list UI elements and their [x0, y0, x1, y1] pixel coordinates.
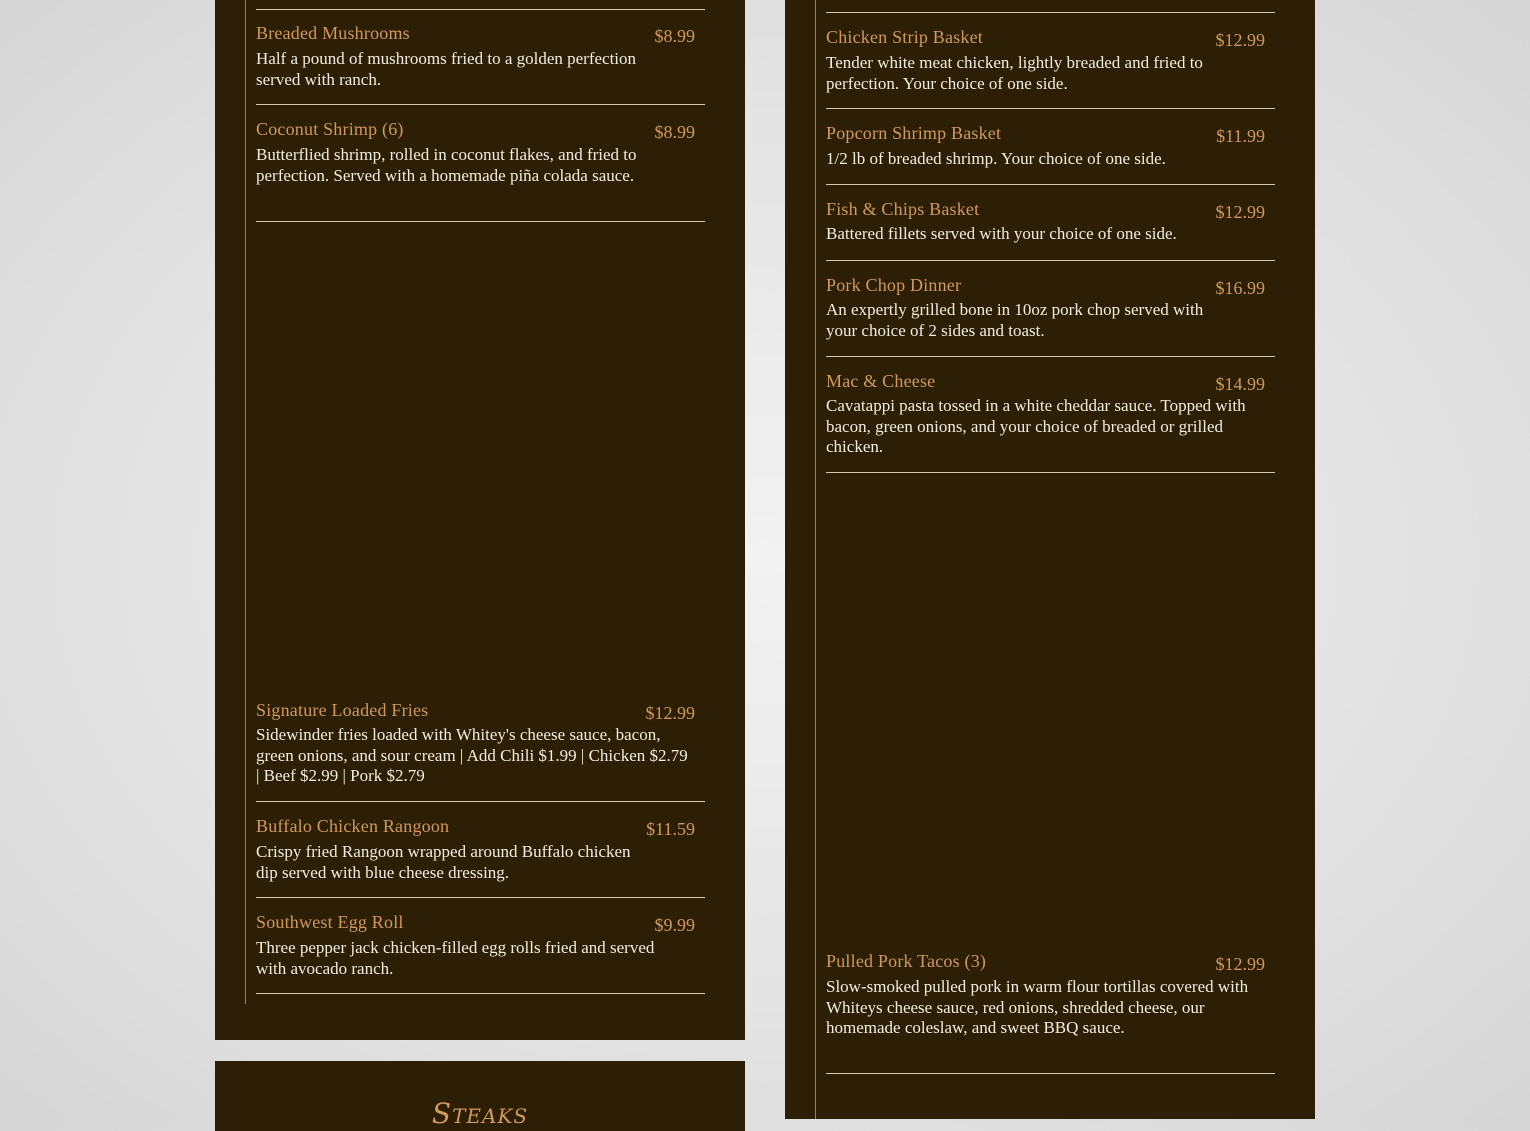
item-description: Three pepper jack chicken-filled egg rolls fried and served with avocado ranch.: [256, 938, 655, 978]
item-price: $12.99: [645, 703, 695, 723]
item-name: Pulled Pork Tacos (3): [826, 951, 987, 971]
divider: [826, 184, 1275, 185]
item-description: 1/2 lb of breaded shrimp. Your choice of one side.: [826, 149, 1166, 168]
item-name: Southwest Egg Roll: [256, 912, 404, 932]
item-name: Pork Chop Dinner: [826, 275, 962, 295]
item-price: $14.99: [1215, 374, 1265, 394]
item-name: Coconut Shrimp (6): [256, 119, 404, 139]
steaks-section-panel: [215, 1061, 745, 1131]
accent-rule: [815, 0, 816, 1119]
item-price: $8.99: [654, 122, 695, 142]
divider: [256, 993, 705, 994]
item-name: Fish & Chips Basket: [826, 199, 980, 219]
item-description: Battered fillets served with your choice of one side.: [826, 224, 1177, 243]
divider: [256, 9, 705, 10]
item-description: Slow-smoked pulled pork in warm flour tortillas covered with Whiteys cheese sauce, red onions, shredded cheese, our homemade coleslaw, and sweet BBQ sauce.: [826, 977, 1249, 1037]
divider: [256, 104, 705, 105]
divider: [256, 221, 705, 222]
item-price: $12.99: [1215, 954, 1265, 974]
item-description: Sidewinder fries loaded with Whitey's cheese sauce, bacon, green onions, and sour cream | Add Chili $1.99 | Chicken $2.79 | Beef $2.99 | Pork $2.79: [256, 725, 688, 785]
item-price: $11.99: [1216, 126, 1265, 146]
item-name: Mac & Cheese: [826, 371, 936, 391]
right-menu-panel: [785, 0, 1315, 1119]
item-name: Signature Loaded Fries: [256, 700, 429, 720]
item-name: Chicken Strip Basket: [826, 27, 983, 47]
item-name: Buffalo Chicken Rangoon: [256, 816, 450, 836]
divider: [256, 897, 705, 898]
item-price: $16.99: [1215, 278, 1265, 298]
divider: [826, 472, 1275, 473]
left-menu-panel: [215, 0, 745, 1040]
item-name: Breaded Mushrooms: [256, 23, 410, 43]
item-price: $12.99: [1215, 30, 1265, 50]
divider: [826, 12, 1275, 13]
accent-rule: [245, 0, 246, 1004]
item-description: Half a pound of mushrooms fried to a golden perfection served with ranch.: [256, 49, 637, 89]
item-description: Crispy fried Rangoon wrapped around Buffalo chicken dip served with blue cheese dressing.: [256, 842, 631, 882]
item-description: Butterflied shrimp, rolled in coconut flakes, and fried to perfection. Served with a homemade piña colada sauce.: [256, 145, 637, 185]
divider: [826, 1073, 1275, 1074]
item-price: $11.59: [646, 819, 695, 839]
item-description: An expertly grilled bone in 10oz pork chop served with your choice of 2 sides and toast.: [826, 300, 1204, 340]
item-price: $8.99: [654, 26, 695, 46]
divider: [256, 801, 705, 802]
divider: [826, 356, 1275, 357]
item-description: Tender white meat chicken, lightly breaded and fried to perfection. Your choice of one side.: [826, 53, 1203, 93]
item-price: $12.99: [1215, 202, 1265, 222]
divider: [826, 260, 1275, 261]
item-name: Popcorn Shrimp Basket: [826, 123, 1002, 143]
item-price: $9.99: [654, 915, 695, 935]
section-title: Steaks: [431, 1097, 529, 1130]
divider: [826, 108, 1275, 109]
item-description: Cavatappi pasta tossed in a white cheddar sauce. Topped with bacon, green onions, and your choice of breaded or grilled chicken.: [826, 396, 1246, 456]
